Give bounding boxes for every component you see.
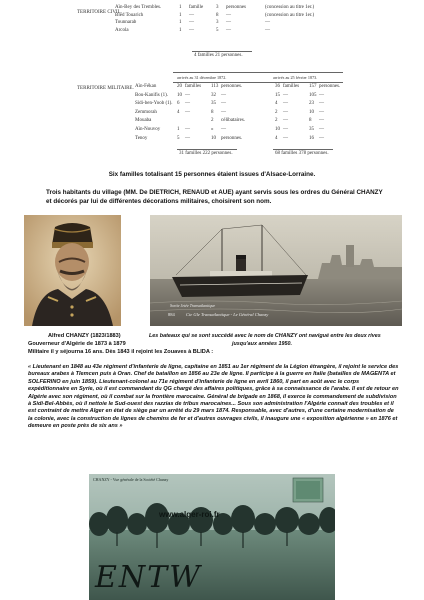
military-families-1: 4 bbox=[177, 109, 180, 115]
military-unit-1: — bbox=[185, 109, 190, 115]
military-unit-p1: personnes. bbox=[221, 84, 243, 89]
military-unit-p2: — bbox=[319, 118, 324, 124]
alsace-lorraine-caption: Six familles totalisant 15 personnes étaient issues d'Alsace-Lorraine. bbox=[108, 171, 316, 178]
civil-note: — bbox=[265, 27, 270, 33]
ship-caption-line2: jusqu'aux années 1950. bbox=[232, 341, 293, 347]
military-families-2: 4 bbox=[275, 135, 278, 141]
military-persons-1: 113 bbox=[211, 84, 219, 89]
postcard-number: 884 bbox=[168, 312, 175, 317]
civil-place: Tounnarab bbox=[115, 20, 137, 25]
civil-label: — bbox=[226, 20, 231, 25]
military-unit-1: — bbox=[185, 135, 190, 141]
military-unit-2: — bbox=[283, 118, 288, 124]
military-persons-1: 10 bbox=[211, 135, 216, 141]
civil-count: 1 bbox=[179, 27, 182, 33]
military-unit-2: — bbox=[283, 101, 288, 107]
military-unit-p2: — bbox=[319, 92, 324, 98]
military-families-1: 10 bbox=[177, 92, 182, 98]
military-col1-head: arrivés au 31 décembre 1872. bbox=[177, 75, 227, 80]
civil-count: 1 bbox=[179, 20, 182, 25]
military-top-rule bbox=[173, 72, 343, 73]
village-postcard-photo bbox=[89, 474, 335, 600]
military-place: Aïn-Fékan bbox=[135, 84, 157, 89]
military-place: Bou-Kanifis (1). bbox=[135, 92, 169, 98]
military-place: Zemmorah bbox=[135, 109, 157, 115]
military-place: Tenoy bbox=[135, 135, 148, 141]
military-place: Mouaba bbox=[135, 118, 152, 124]
military-persons-1: 35 bbox=[211, 101, 216, 107]
military-unit-1: — bbox=[185, 92, 190, 98]
military-table-header: TERRITOIRE MILITAIRE. bbox=[77, 86, 134, 91]
military-unit-1: — bbox=[185, 127, 190, 132]
military-families-2: 2 bbox=[275, 109, 278, 115]
military-total-rule-1 bbox=[177, 149, 237, 150]
military-families-2: 36 bbox=[275, 84, 280, 89]
military-total-2: 68 familles 378 personnes. bbox=[275, 151, 329, 156]
military-unit-1: — bbox=[185, 101, 190, 107]
military-families-2: 10 bbox=[275, 127, 280, 132]
military-persons-2: 35 bbox=[309, 127, 314, 132]
ship-postcard-photo bbox=[150, 215, 402, 326]
military-persons-2: 16 bbox=[309, 135, 314, 141]
military-place: Aïn-Nouvoy bbox=[135, 127, 161, 132]
military-unit-2: familles bbox=[283, 84, 300, 89]
village-postcard-header: CHANZY - Vue générale de la Société Chanzy bbox=[93, 477, 169, 482]
military-unit-2: — bbox=[283, 127, 288, 132]
civil-unit: — bbox=[189, 12, 194, 18]
civil-place: Bled Touarich bbox=[115, 12, 144, 18]
chanzy-name-caption: Trois habitants du village (MM. De DIETRICH, RENAUD et AUE) ayant servis sous les ordres du Général CHANZY et décorés par lui de différentes décorations militaires, choisirent son nom. bbox=[46, 189, 383, 205]
civil-place: Arcola bbox=[115, 27, 129, 33]
military-families-1: 5 bbox=[177, 135, 180, 141]
military-head-rule bbox=[173, 82, 343, 83]
chanzy-portrait-photo bbox=[24, 215, 121, 326]
military-unit-2: — bbox=[283, 92, 288, 98]
civil-label: — bbox=[226, 12, 231, 18]
military-families-1: 1 bbox=[177, 127, 180, 132]
military-unit-p1: — bbox=[221, 127, 226, 132]
military-persons-2: 105 bbox=[309, 92, 317, 98]
military-persons-2: 157 bbox=[309, 84, 317, 89]
portrait-caption-name: Alfred CHANZY (1823/1883) bbox=[48, 333, 121, 339]
military-persons-2: 23 bbox=[309, 101, 314, 107]
civil-persons: 3 bbox=[216, 5, 219, 10]
military-families-2: 4 bbox=[275, 101, 278, 107]
civil-unit: — bbox=[189, 27, 194, 33]
postcard-subtitle-line2: Cie Gle Transatlantique - Le Général Chanzy bbox=[186, 312, 269, 317]
military-unit-p2: — bbox=[319, 127, 324, 132]
postcard-subtitle-line1: Sortie Jetée Transatlantique bbox=[170, 303, 216, 308]
civil-note: (concession au titre 1er.) bbox=[265, 12, 315, 18]
portrait-caption-governor: Gouverneur d'Algérie de 1873 à 1879 bbox=[28, 341, 126, 347]
civil-unit: famille bbox=[189, 5, 204, 10]
civil-persons: 8 bbox=[216, 12, 219, 18]
military-unit-p1: personnes. bbox=[221, 135, 243, 141]
civil-persons: 5 bbox=[216, 27, 219, 33]
military-persons-1: 8 bbox=[211, 109, 214, 115]
civil-unit: — bbox=[189, 20, 194, 25]
military-unit-2: — bbox=[283, 109, 288, 115]
military-unit-p1: célibataires. bbox=[221, 118, 246, 124]
military-persons-1: 2 bbox=[211, 118, 214, 124]
civil-persons: 3 bbox=[216, 20, 219, 25]
general-portrait-illustration bbox=[24, 215, 121, 326]
military-unit-p1: — bbox=[221, 101, 226, 107]
military-families-2: 2 bbox=[275, 118, 278, 124]
civil-label: personnes bbox=[226, 5, 246, 10]
military-unit-p1: — bbox=[221, 109, 226, 115]
military-place: Sidi-ben-Yoob (1). bbox=[135, 101, 173, 107]
chanzy-biography: « Lieutenant en 1848 au 43e régiment d'infanterie de ligne, capitaine en 1851 au 1er régiment de la Légion étrangère, il rejoint le service des bureaux arabes à Tlemcen puis à Oran. Chef de bataillon en 1856 au 23e de ligne. Il participe à la guerre en Italie (batailles de MAGENTA et SOLFERINO en juin 1859). Lieutenant-colonel au 71e régiment d'infanterie de ligne en avril 1860, il part en août avec le corps expéditionnaire en Syrie, où il est commandant du QG chargé des affaires politiques, grâce à sa connaissance de l'arabe. Il est de retour en Algérie avec son régiment, où il combat sur la frontière marocaine. Général de brigade en 1868, il exerce le commandement de subdivision à Sidi-Bel-Abbès, où il nettoie le Sud-ouest des razzias de tribus marocaines... Sous son administration l'Algérie connait des troubles et il est contraint de mettre Alger en état de siège par un arrêté du 29 mars 1874. Responsable, avec d'autres, d'une certaine modernisation de la colonie, avec la construction de lignes de chemins de fer et d'autres ouvrages civils, il inaugure une « exposition algérienne » en 1876 et demeure en poste près de six ans » bbox=[28, 364, 399, 429]
military-unit-p2: personnes. bbox=[319, 84, 341, 89]
military-persons-2: 8 bbox=[309, 118, 312, 124]
handwritten-note: ENTW bbox=[95, 560, 202, 595]
civil-count: 1 bbox=[179, 5, 182, 10]
civil-count: 1 bbox=[179, 12, 182, 18]
military-unit-p2: — bbox=[319, 101, 324, 107]
military-unit-1: familles bbox=[185, 84, 202, 89]
military-families-2: 15 bbox=[275, 92, 280, 98]
civil-table-total: 4 familles 21 personnes. bbox=[194, 53, 243, 58]
watermark: www.alger-roi.fr bbox=[159, 510, 220, 519]
military-families-1: 20 bbox=[177, 84, 182, 89]
military-persons-1: 32 bbox=[211, 92, 216, 98]
military-unit-p2: — bbox=[319, 135, 324, 141]
military-persons-1: » bbox=[211, 127, 214, 132]
civil-table-header: TERRITOIRE CIVIL. bbox=[77, 10, 122, 15]
civil-place: Aïn-Bey des Trembles. bbox=[115, 5, 162, 10]
military-persons-2: 10 bbox=[309, 109, 314, 115]
military-col2-head: arrivés au 25 février 1873. bbox=[273, 75, 318, 80]
civil-total-rule bbox=[192, 51, 252, 52]
ship-caption-line1: Les bateaux qui se sont succédé avec le nom de CHANZY ont navigué entre les deux rives bbox=[149, 333, 381, 339]
military-total-1: 31 familles 222 personnes. bbox=[179, 151, 233, 156]
portrait-caption-military: Militaire il y séjourna 16 ans. Dès 1843 il rejoint les Zouaves à BLIDA : bbox=[28, 349, 214, 355]
steamship-illustration bbox=[150, 215, 402, 326]
military-unit-p2: — bbox=[319, 109, 324, 115]
civil-label: — bbox=[226, 27, 231, 33]
civil-note: — bbox=[265, 20, 270, 25]
military-families-1: 6 bbox=[177, 101, 180, 107]
military-unit-2: — bbox=[283, 135, 288, 141]
military-total-rule-2 bbox=[273, 149, 333, 150]
military-unit-p1: — bbox=[221, 92, 226, 98]
civil-note: (concession au titre 1er.) bbox=[265, 5, 315, 10]
